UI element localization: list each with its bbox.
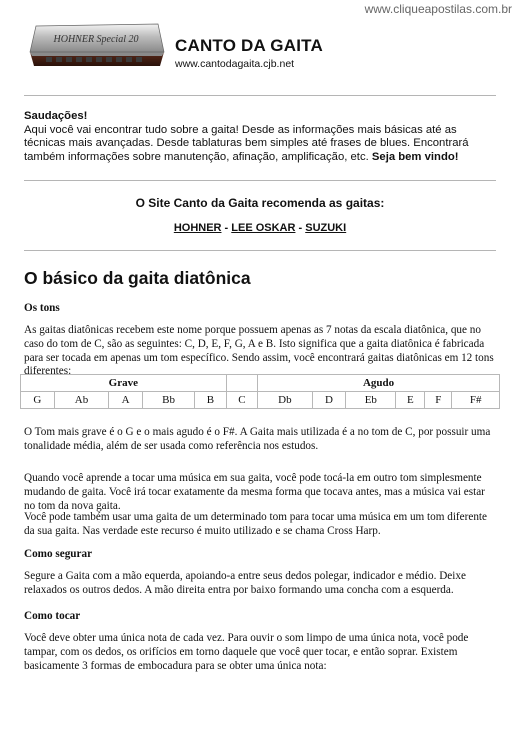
brand-link-hohner[interactable]: HOHNER xyxy=(173,222,222,234)
brand-link-lee-oskar[interactable]: LEE OSKAR xyxy=(231,222,296,234)
brand-separator: - xyxy=(221,222,232,234)
site-url[interactable]: www.cantodagaita.cjb.net xyxy=(175,58,295,70)
harmonica-logo-text: HOHNER Special 20 xyxy=(53,34,139,45)
note-cell: F xyxy=(425,392,452,409)
tons-heading: Os tons xyxy=(24,302,60,314)
section-title: O básico da gaita diatônica xyxy=(24,268,251,288)
note-cell: Db xyxy=(258,392,313,409)
divider xyxy=(24,250,496,251)
note-cell: Ab xyxy=(54,392,109,409)
site-title: CANTO DA GAITA xyxy=(175,36,323,55)
brand-separator: - xyxy=(295,222,306,234)
note-cell: C xyxy=(226,392,257,409)
tons-paragraph-4: Você pode também usar uma gaita de um determinado tom para tocar uma música em um tom diferente da sua gaita. Nas verdade este recurso é muito utilizado e se chama Cross Harp. xyxy=(24,511,487,537)
note-cell: F# xyxy=(452,392,500,409)
recommend-heading: O Site Canto da Gaita recomenda as gaitas: xyxy=(135,196,385,210)
tocar-paragraph: Você deve obter uma única nota de cada vez. Para ouvir o som limpo de uma única nota, você pode tampar, com os dedos, os orifícios em torno daquele que você quer tocar, e então soprar. Existem basicamente 3 formas de embocadura para se obter uma única nota: xyxy=(24,632,469,672)
middle-header xyxy=(226,375,257,392)
divider xyxy=(24,95,496,96)
intro-closing: Seja bem vindo! xyxy=(371,150,459,163)
tons-paragraph-2: O Tom mais grave é o G e o mais agudo é o F#. A Gaita mais utilizada é a no tom de C, por possuir uma tonalidade média, além de ser usada como referência nos estudos. xyxy=(24,426,491,452)
divider xyxy=(24,180,496,181)
agudo-header: Agudo xyxy=(258,375,500,392)
note-cell: G xyxy=(21,392,55,409)
brand-links xyxy=(24,222,496,234)
page-header xyxy=(24,22,496,78)
brand-link-suzuki[interactable]: SUZUKI xyxy=(305,222,347,234)
note-cell: E xyxy=(396,392,425,409)
grave-header: Grave xyxy=(21,375,227,392)
table-header-row xyxy=(21,375,500,392)
note-cell: B xyxy=(195,392,226,409)
intro-text xyxy=(24,110,500,164)
tons-paragraph-3: Quando você aprende a tocar uma música em sua gaita, você pode tocá-la em outro tom simplesmente mudando de gaita. Você irá tocar exatamente da mesma forma que tocava antes, mas a música vai estar no tom da nova gaita. xyxy=(24,472,485,512)
watermark: www.cliqueapostilas.com.br xyxy=(364,2,512,16)
segurar-heading: Como segurar xyxy=(24,548,93,560)
note-cell: Eb xyxy=(346,392,396,409)
tons-paragraph-1: As gaitas diatônicas recebem este nome porque possuem apenas as 7 notas da escala diatônica, que no caso do tom de C, são as seguintes: C, D, E, F, G, A e B. Isto significa que a gaita diatônica é fabricada para ser tocada em apenas um tom específico. Sendo assim, você encontrará gaitas diatônicas em 12 tons diferentes: xyxy=(24,324,494,378)
tocar-heading: Como tocar xyxy=(24,610,81,622)
table-row xyxy=(21,392,500,409)
note-cell: A xyxy=(109,392,143,409)
greeting: Saudações! xyxy=(24,110,88,122)
tones-table xyxy=(20,374,500,409)
harmonica-logo xyxy=(26,22,168,72)
note-cell: Bb xyxy=(143,392,195,409)
note-cell: D xyxy=(312,392,346,409)
intro-body: Aqui você vai encontrar tudo sobre a gaita! Desde as informações mais básicas até as técnicas mais avançadas. Desde tablaturas bem simples até frases de blues. Encontrará também informações sobre manutenção, afinação, amplificação, etc. xyxy=(24,123,469,163)
segurar-paragraph: Segure a Gaita com a mão equerda, apoiando-a entre seus dedos polegar, indicador e médio. Deixe relaxados os outros dedos. A mão direita entra por baixo formando uma concha com a esquerda. xyxy=(24,570,466,596)
